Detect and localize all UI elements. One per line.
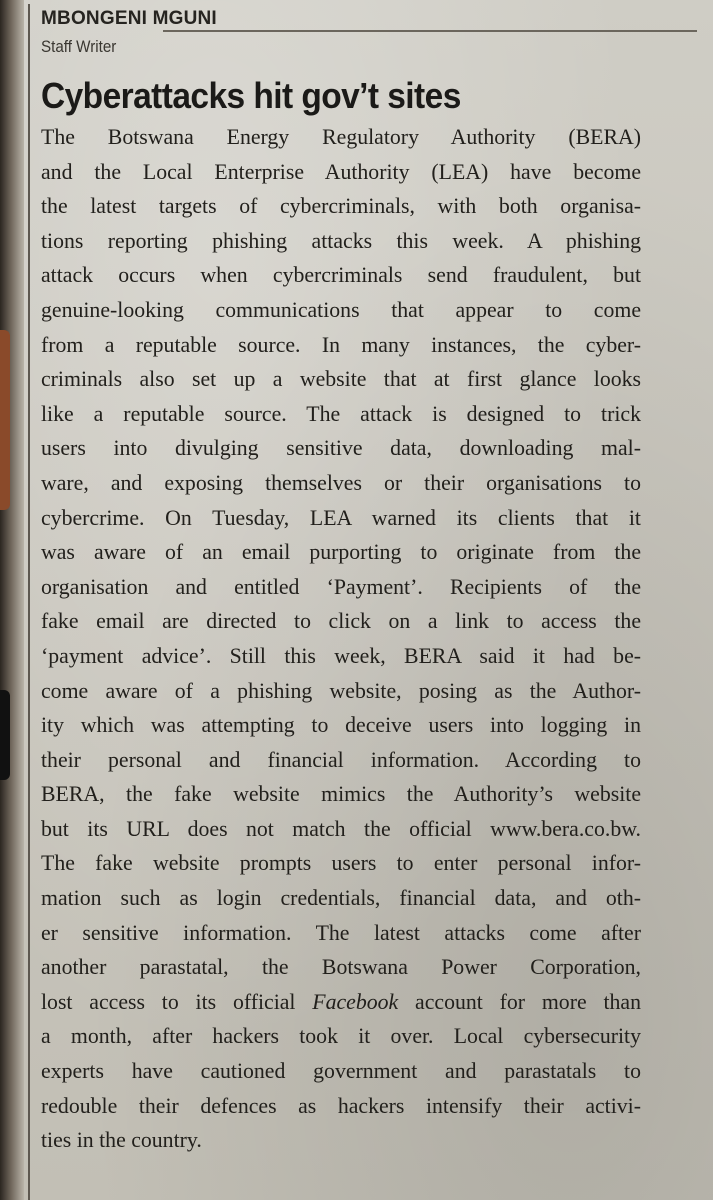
body-line: genuine-looking communications that appear to come	[41, 297, 641, 322]
article-body	[41, 120, 705, 1158]
body-line: users into divulging sensitive data, downloading mal-	[41, 436, 641, 461]
body-line: another parastatal, the Botswana Power Corporation,	[41, 955, 641, 980]
body-line: come aware of a phishing website, posing as the Author-	[41, 678, 641, 703]
italic-word: Facebook	[312, 989, 399, 1014]
body-line: was aware of an email purporting to originate from the	[41, 540, 641, 565]
body-line: from a reputable source. In many instances, the cyber-	[41, 332, 641, 357]
body-line: ‘payment advice’. Still this week, BERA said it had be-	[41, 643, 641, 668]
body-line: cybercrime. On Tuesday, LEA warned its clients that it	[41, 505, 641, 530]
column-rule	[28, 4, 30, 1200]
body-line-last: ties in the country.	[41, 1128, 202, 1153]
body-line: organisation and entitled ‘Payment’. Recipients of the	[41, 574, 641, 599]
body-line: ware, and exposing themselves or their organisations to	[41, 470, 641, 495]
page-left-edge	[0, 0, 24, 1200]
byline	[41, 6, 705, 32]
body-line: BERA, the fake website mimics the Authority’s website	[41, 782, 641, 807]
edge-mark	[0, 690, 10, 780]
body-line: mation such as login credentials, financial data, and oth-	[41, 886, 641, 911]
byline-role: Staff Writer	[41, 38, 117, 56]
body-line: a month, after hackers took it over. Local cybersecurity	[41, 1024, 641, 1049]
body-line: fake email are directed to click on a link to access the	[41, 609, 641, 634]
body-line: criminals also set up a website that at first glance looks	[41, 367, 641, 392]
body-line: attack occurs when cybercriminals send fraudulent, but	[41, 263, 641, 288]
body-line: and the Local Enterprise Authority (LEA) have become	[41, 159, 641, 184]
headline: Cyberattacks hit gov’t sites	[41, 75, 461, 116]
body-line: experts have cautioned government and parastatals to	[41, 1059, 641, 1084]
body-line: lost access to its official Facebook account for more than	[41, 989, 641, 1014]
body-line: redouble their defences as hackers intensify their activi-	[41, 1093, 641, 1118]
body-line: like a reputable source. The attack is designed to trick	[41, 401, 641, 426]
byline-name: MBONGENI MGUNI	[41, 8, 217, 29]
body-line: but its URL does not match the official www.bera.co.bw.	[41, 816, 641, 841]
edge-mark	[0, 330, 10, 510]
body-line: ity which was attempting to deceive users into logging in	[41, 713, 641, 738]
body-line: The fake website prompts users to enter personal infor-	[41, 851, 641, 876]
body-line: er sensitive information. The latest attacks come after	[41, 920, 641, 945]
body-line: The Botswana Energy Regulatory Authority (BERA)	[41, 125, 641, 149]
article	[41, 6, 705, 1158]
body-line: their personal and financial information. According to	[41, 747, 641, 772]
body-line: tions reporting phishing attacks this week. A phishing	[41, 228, 641, 253]
body-line: the latest targets of cybercriminals, with both organisa-	[41, 194, 641, 219]
